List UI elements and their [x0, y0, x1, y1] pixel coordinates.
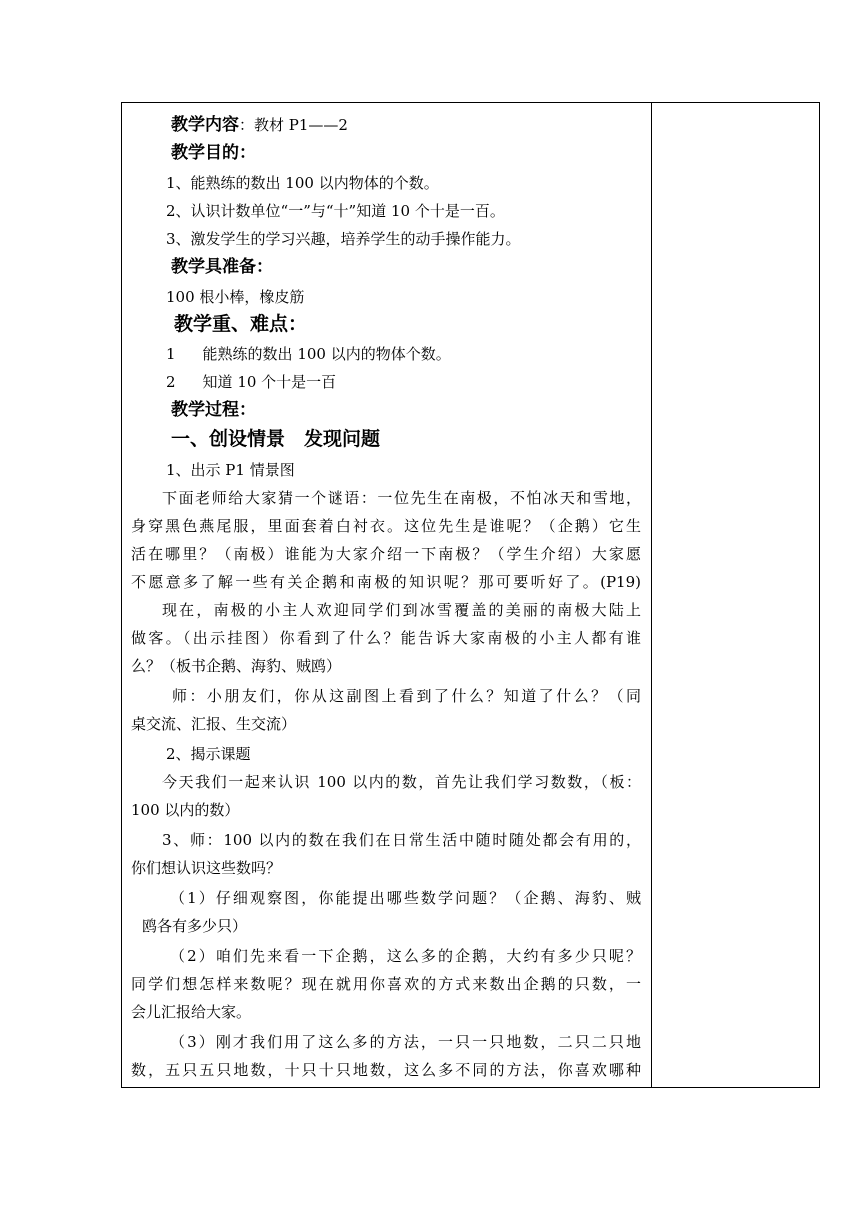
- section-heading: 一、创设情景 发现问题: [171, 428, 381, 450]
- body-line: 2、揭示课题: [166, 745, 251, 763]
- goal-item: 1、能熟练的数出 100 以内物体的个数。: [166, 174, 439, 192]
- keypoints-heading: 教学重、难点：: [174, 313, 308, 335]
- body-line: 么？（板书企鹅、海豹、贼鸥）: [131, 657, 342, 675]
- body-line: 你们想认识这些数吗？: [131, 859, 282, 877]
- keypoint-item: [166, 372, 336, 392]
- tools-heading: 教学具准备：: [171, 257, 273, 277]
- body-line: 会儿汇报给大家。: [131, 1003, 252, 1021]
- body-line: 师：小朋友们，你从这副图上看到了什么？知道了什么？（同: [172, 687, 641, 705]
- content-value: ：教材 P1——2: [239, 116, 348, 134]
- body-line: （2）咱们先来看一下企鹅，这么多的企鹅，大约有多少只呢？: [170, 947, 641, 965]
- body-line: 今天我们一起来认识 100 以内的数，首先让我们学习数数，（板：: [162, 773, 641, 791]
- keypoint-number: 1: [166, 345, 176, 363]
- body-line: 活在哪里？（南极）谁能为大家介绍一下南极？（学生介绍）大家愿: [131, 545, 641, 563]
- lesson-plan-table: [121, 102, 820, 1088]
- body-line: 3、师：100 以内的数在我们在日常生活中随时随处都会有用的，: [162, 831, 641, 849]
- body-line: 桌交流、汇报、生交流）: [131, 715, 297, 733]
- body-line: 不愿意多了解一些有关企鹅和南极的知识呢？那可要听好了。(P19): [131, 573, 641, 591]
- body-line: 现在，南极的小主人欢迎同学们到冰雪覆盖的美丽的南极大陆上: [162, 601, 641, 619]
- keypoint-item: [166, 344, 451, 364]
- body-line: 下面老师给大家猜一个谜语：一位先生在南极，不怕冰天和雪地，: [162, 489, 641, 507]
- body-line: （1）仔细观察图，你能提出哪些数学问题？（企鹅、海豹、贼: [170, 889, 641, 907]
- body-line: 鸥各有多少只）: [142, 917, 248, 935]
- goals-heading: 教学目的：: [171, 143, 256, 163]
- process-heading: 教学过程：: [171, 400, 256, 420]
- tools-text: 100 根小棒，橡皮筋: [166, 288, 305, 306]
- body-line: 同学们想怎样来数呢？现在就用你喜欢的方式来数出企鹅的只数，一: [131, 975, 641, 993]
- body-line: 做客。（出示挂图）你看到了什么？能告诉大家南极的小主人都有谁: [131, 629, 641, 647]
- body-line: （3）刚才我们用了这么多的方法，一只一只地数，二只二只地: [170, 1033, 641, 1051]
- notes-column: [652, 103, 819, 1087]
- keypoint-text: 能熟练的数出 100 以内的物体个数。: [202, 345, 451, 363]
- goal-item: 2、认识计数单位“一”与“十”知道 10 个十是一百。: [166, 202, 505, 220]
- content-row: [171, 115, 348, 135]
- goal-item: 3、激发学生的学习兴趣，培养学生的动手操作能力。: [166, 230, 521, 248]
- body-line: 数，五只五只地数，十只十只地数，这么多不同的方法，你喜欢哪种: [131, 1061, 641, 1079]
- keypoint-text: 知道 10 个十是一百: [202, 373, 337, 391]
- body-line: 1、出示 P1 情景图: [166, 461, 295, 479]
- keypoint-number: 2: [166, 373, 176, 391]
- content-label: 教学内容: [171, 115, 239, 135]
- body-line: 100 以内的数）: [131, 801, 240, 819]
- body-line: 身穿黑色燕尾服，里面套着白衬衣。这位先生是谁呢？（企鹅）它生: [131, 517, 641, 535]
